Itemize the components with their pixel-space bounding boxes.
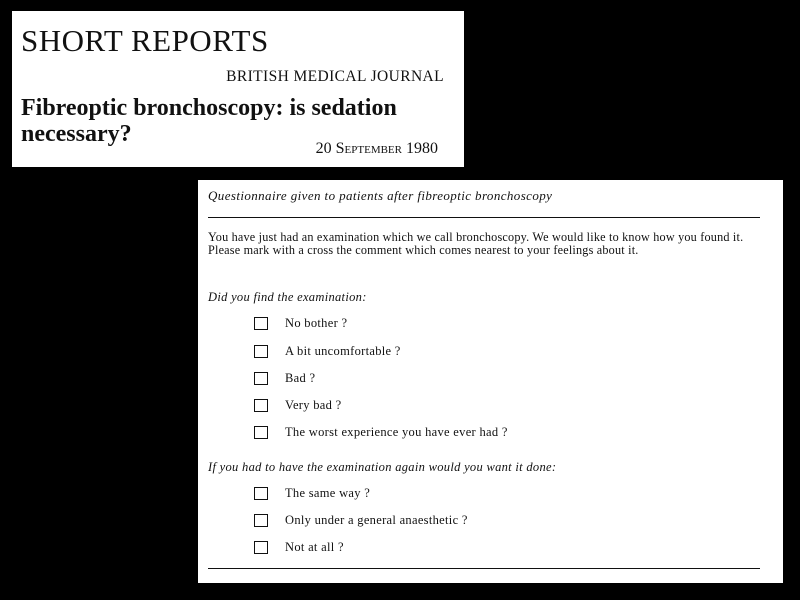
option-general-anaesthetic[interactable] [254,512,468,528]
question-2: If you had to have the examination again would you want it done: [208,460,557,474]
checkbox[interactable] [254,399,268,412]
option-label: A bit uncomfortable ? [285,343,401,358]
option-very-bad[interactable] [254,397,341,413]
bottom-rule [208,568,760,569]
header-clipping [12,11,464,167]
top-rule [208,217,760,218]
checkbox[interactable] [254,317,268,330]
date-year: 1980 [406,140,438,157]
date-day: 20 [315,140,332,157]
journal-name: BRITISH MEDICAL JOURNAL [226,68,444,85]
option-label: The worst experience you have ever had ? [285,424,508,439]
checkbox[interactable] [254,426,268,439]
option-same-way[interactable] [254,485,370,501]
option-not-at-all[interactable] [254,539,344,555]
article-title: Fibreoptic bronchoscopy: is sedation necessary? [21,95,397,147]
option-a-bit-uncomfortable[interactable] [254,343,401,359]
date-month: September [335,140,402,157]
option-no-bother[interactable] [254,315,347,331]
questionnaire-intro: You have just had an examination which we call bronchoscopy. We would like to know how you found it. Please mark with a cross the comment which comes nearest to your feelings about it. [208,230,744,257]
checkbox[interactable] [254,487,268,500]
option-label: Only under a general anaesthetic ? [285,512,468,527]
option-label: Bad ? [285,370,316,385]
option-label: Not at all ? [285,539,344,554]
questionnaire-card [198,180,783,583]
option-label: The same way ? [285,485,371,500]
option-label: No bother ? [285,315,348,330]
question-1: Did you find the examination: [208,290,367,304]
checkbox[interactable] [254,345,268,358]
checkbox[interactable] [254,372,268,385]
questionnaire-heading: Questionnaire given to patients after fibreoptic bronchoscopy [208,188,553,203]
section-title: SHORT REPORTS [21,23,269,58]
option-label: Very bad ? [285,397,342,412]
option-worst-experience[interactable] [254,424,508,440]
option-bad[interactable] [254,370,315,386]
checkbox[interactable] [254,514,268,527]
publication-date [316,140,438,158]
checkbox[interactable] [254,541,268,554]
